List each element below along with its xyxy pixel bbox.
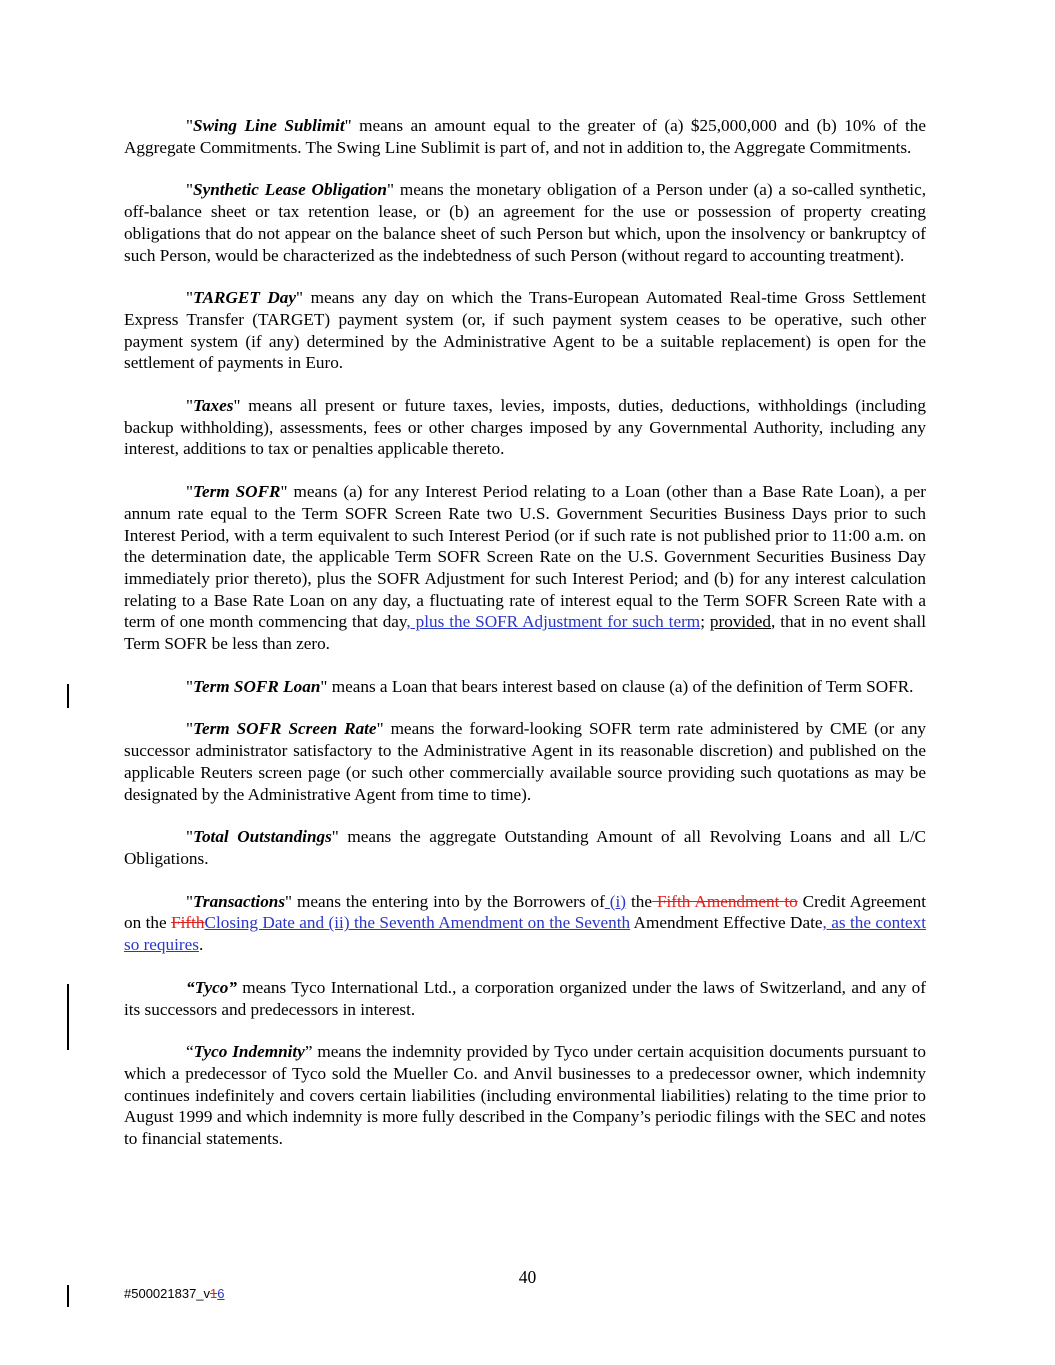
defined-term: Swing Line Sublimit (193, 116, 345, 135)
definition-tyco: “Tyco” means Tyco International Ltd., a corporation organized under the laws of Switzerland, and any of its successors and predecessors in interest. (124, 977, 926, 1019)
provided-text: provided (709, 612, 772, 632)
defined-term: Term SOFR Loan (193, 676, 321, 696)
defined-term: Synthetic Lease Obligation (193, 180, 387, 200)
definition-term-sofr: "Term SOFR" means (a) for any Interest Period relating to a Loan (other than a Base Rate Loan), a per annum rate equal to the Term SOFR Screen Rate two U.S. Government Securities Business Days prior to such Interest Period, with a term equivalent to such Interest Period (or if such rate is not published prior to 11:00 a.m. on the determination date, the applicable Term SOFR Screen Rate on the U.S. Government Securities Business Day immediately prior thereto), plus the SOFR Adjustment for such Interest Period; and (b) for any interest calculation relating to a Base Rate Loan on any day, a fluctuating rate of interest equal to the Term SOFR Screen Rate with a term of one month commencing that day, plus the SOFR Adjustment for such term; provided, that in no event shall Term SOFR be less than zero. (124, 482, 926, 654)
definition-target-day: "TARGET Day" means any day on which the Trans-European Automated Real-time Gross Settlement Express Transfer (TARGET) payment system (or, if such payment system ceases to be operative, such other payment system (if any) determined by the Administrative Agent to be a suitable replacement) is open for the settlement of payments in Euro. (124, 288, 926, 373)
defined-term: Term SOFR (193, 482, 281, 502)
deleted-text: Fifth (171, 913, 205, 933)
definition-term-sofr-screen-rate: "Term SOFR Screen Rate" means the forward-looking SOFR term rate administered by CME (or any successor administrator satisfactory to the Administrative Agent in its reasonable discretion) and published on the applicable Reuters screen page (or such other commercially available source providing such quotations as may be designated by the Administrative Agent from time to time). (124, 719, 927, 804)
defined-term: TARGET Day (193, 288, 297, 308)
definition-term-sofr-loan: "Term SOFR Loan" means a Loan that bears interest based on clause (a) of the definition of Term SOFR. (186, 676, 914, 696)
change-bar-term-sofr (67, 684, 69, 708)
document-id: #500021837_v16 (124, 1286, 225, 1301)
definition-swing-line-sublimit: "Swing Line Sublimit" means an amount equal to the greater of (a) $25,000,000 and (b) 10% of the Aggregate Commitments. The Swing Line Sublimit is part of, and not in addition to, the Aggregate Commitments. (124, 116, 926, 157)
inserted-text: (i) (604, 891, 627, 911)
inserted-version: 6 (217, 1286, 225, 1301)
change-bar-footer (67, 1285, 69, 1307)
defined-term: Tyco (194, 977, 229, 997)
defined-term: Term SOFR Screen Rate (193, 719, 377, 739)
deleted-text: Fifth Amendment to (652, 891, 798, 911)
inserted-text: , as the context so requires (124, 913, 926, 955)
inserted-text: Closing Date and (ii) the Seventh Amendment on the Seventh (204, 913, 631, 933)
inserted-text: , plus the SOFR Adjustment for such term (406, 612, 701, 632)
document-page (124, 115, 926, 1171)
definition-taxes: "Taxes" means all present or future taxes, levies, imposts, duties, deductions, withholdings (including backup withholding), assessments, fees or other charges imposed by any Governmental Authority, including any interest, additions to tax or penalties applicable thereto. (124, 396, 926, 459)
page-number: 40 (518, 1267, 537, 1287)
defined-term: Taxes (193, 396, 234, 416)
defined-term: Total Outstandings (193, 827, 332, 847)
definition-total-outstandings: "Total Outstandings" means the aggregate Outstanding Amount of all Revolving Loans and all L/C Obligations. (124, 827, 926, 868)
defined-term: Transactions (193, 891, 286, 911)
deleted-version: 1 (210, 1286, 218, 1301)
defined-term: Tyco Indemnity (193, 1042, 305, 1062)
definition-tyco-indemnity: “Tyco Indemnity” means the indemnity provided by Tyco under certain acquisition documents pursuant to which a predecessor of Tyco sold the Mueller Co. and Anvil businesses to a predecessor owner, which indemnity continues indefinitely and covers certain liabilities (including environmental liabilities) relating to the time prior to August 1999 and which indemnity is more fully described in the Company’s periodic filings with the SEC and notes to financial statements. (124, 1042, 926, 1149)
definition-synthetic-lease-obligation: "Synthetic Lease Obligation" means the monetary obligation of a Person under (a) a so-called synthetic, off-balance sheet or tax retention lease, or (b) an agreement for the use or possession of property creating obligations that do not appear on the balance sheet of such Person but which, upon the insolvency or bankruptcy of such Person, would be characterized as the indebtedness of such Person (without regard to accounting treatment). (124, 180, 927, 265)
definition-transactions: "Transactions" means the entering into by the Borrowers of (i) the Fifth Amendment to Credit Agreement on the FifthClosing Date and (ii) the Seventh Amendment on the Seventh Amendment Effective Date, as the context so requires. (124, 891, 927, 955)
change-bar-transactions (67, 984, 69, 1050)
